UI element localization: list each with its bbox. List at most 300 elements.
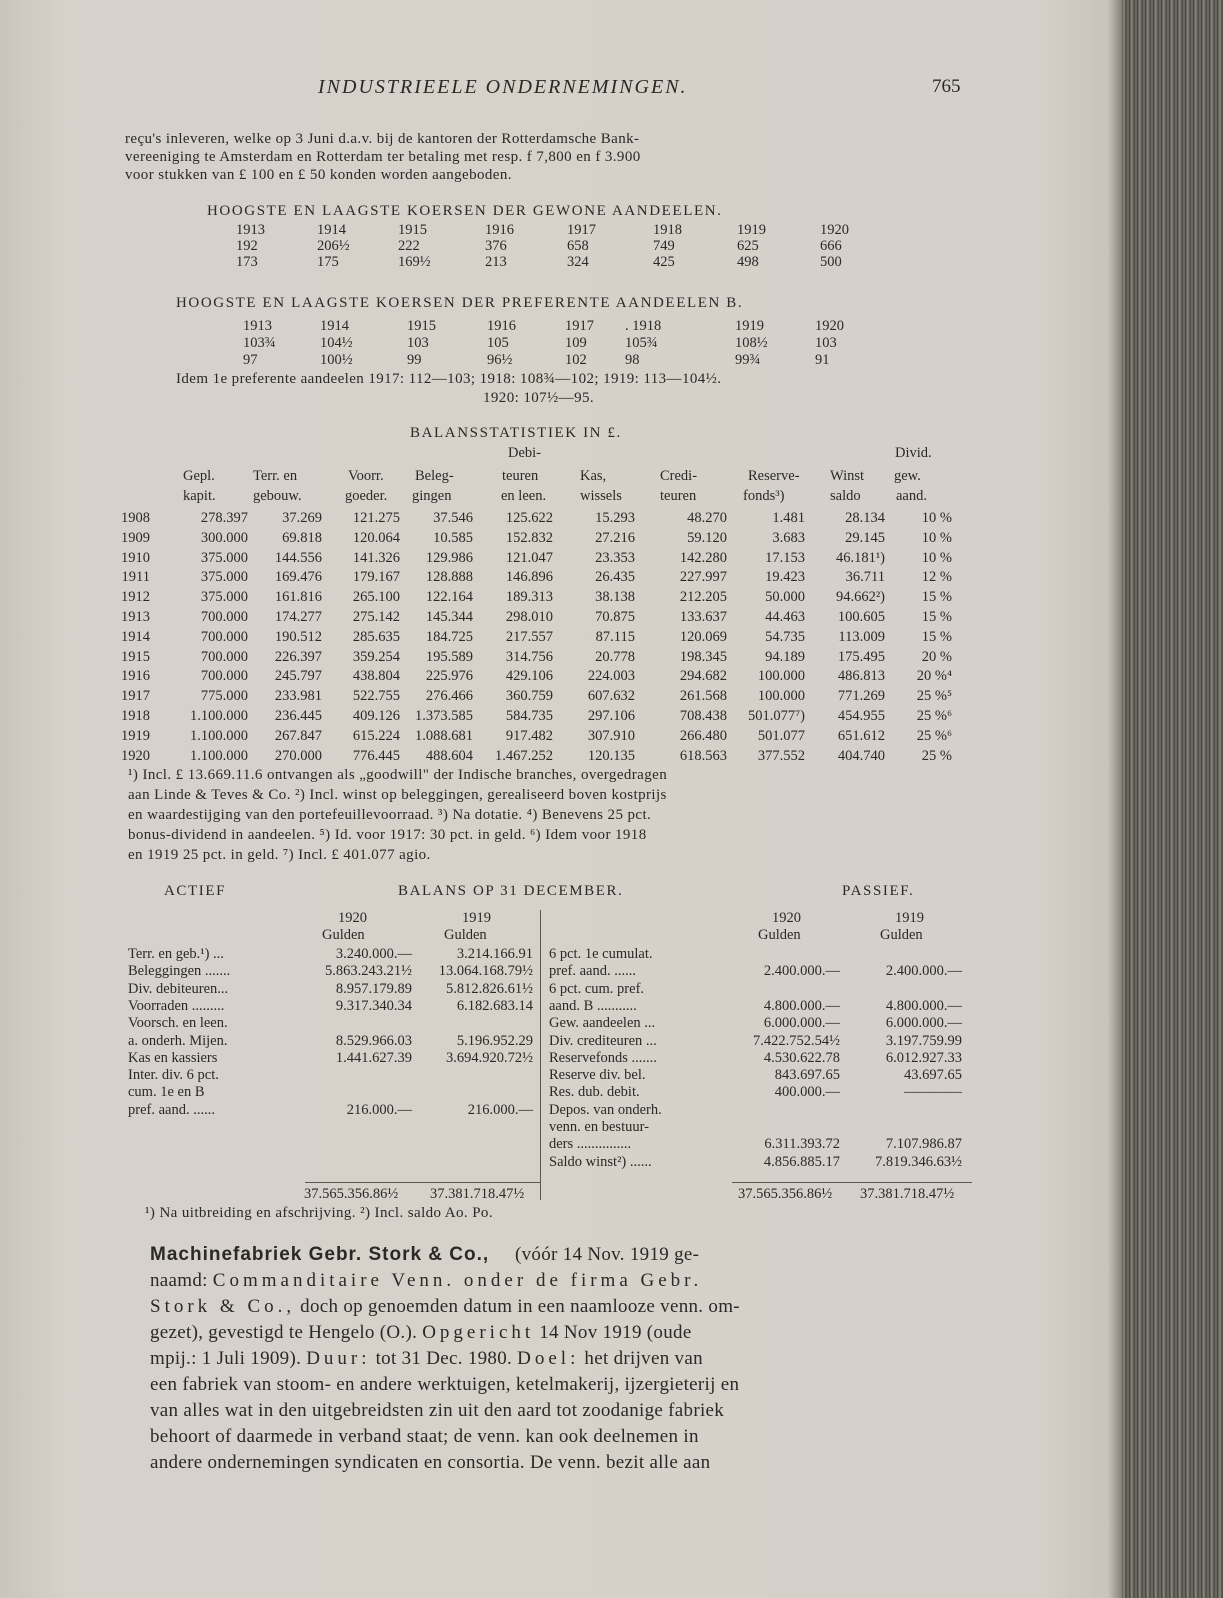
- col-head: aand.: [896, 488, 927, 504]
- table-cell: 700.000: [200, 609, 248, 625]
- total-passief-1920: 37.565.356.86½: [738, 1186, 833, 1202]
- koers-cell: 658: [567, 238, 589, 254]
- actief-item: Voorraden .........: [128, 997, 225, 1014]
- col-head: Voorr.: [348, 468, 384, 484]
- table-cell: 122.164: [425, 589, 473, 606]
- preferente-title: HOOGSTE EN LAAGSTE KOERSEN DER PREFERENTE AANDEELEN B.: [176, 295, 744, 311]
- table-cell: 217.557: [505, 628, 553, 645]
- table-cell: 145.344: [425, 609, 473, 625]
- company-text-segment: tot 31 Dec. 1980.: [370, 1348, 518, 1369]
- table-cell: 70.875: [595, 609, 635, 625]
- table-cell: 144.556: [274, 549, 322, 566]
- table-cell: 87.115: [595, 628, 635, 645]
- balans-divider: [540, 910, 541, 1200]
- col-head: Debi-: [508, 445, 542, 461]
- footnote-line: en waardestijging van den portefeuillevoorraad. ³) Na dotatie. ⁴) Benevens 25 pct.: [128, 807, 652, 823]
- table-cell: 120.135: [587, 747, 635, 764]
- table-cell: 298.010: [505, 609, 553, 625]
- table-cell: 25 %⁶: [916, 727, 952, 744]
- passief-value-1919: 6.000.000.—: [885, 1015, 962, 1032]
- col-head: Divid.: [895, 445, 932, 461]
- table-cell: 15.293: [595, 510, 635, 526]
- table-cell: 1.481: [772, 510, 805, 526]
- table-cell: 409.126: [352, 708, 400, 724]
- col-head: kapit.: [183, 488, 216, 504]
- actief-label: ACTIEF: [164, 883, 227, 899]
- table-cell: 121.275: [352, 510, 400, 526]
- table-cell: 142.280: [679, 549, 727, 566]
- koers-cell: 98: [625, 352, 640, 368]
- actief-item: Div. debiteuren...: [128, 980, 229, 997]
- table-cell: 300.000: [200, 529, 248, 546]
- table-cell: 15 %: [921, 609, 952, 625]
- passief-value-1919: 7.819.346.63½: [875, 1153, 962, 1170]
- passief-item: 6 pct. 1e cumulat.: [549, 946, 653, 962]
- actief-value-1919: 3.214.166.91: [456, 946, 533, 962]
- col-head: Winst: [830, 468, 865, 484]
- koers-cell: 1915: [398, 222, 427, 238]
- actief-item: cum. 1e en B: [128, 1084, 205, 1101]
- year-head: 1919: [895, 910, 924, 926]
- passief-value-1920: 6.000.000.—: [763, 1015, 840, 1032]
- table-cell: 360.759: [505, 688, 553, 705]
- col-head: Beleg-: [415, 468, 454, 484]
- koers-cell: 1917: [565, 318, 594, 334]
- table-cell: 10 %: [921, 529, 952, 546]
- table-cell: 141.326: [352, 549, 400, 566]
- table-cell: 607.632: [587, 688, 635, 705]
- passief-value-1920: 7.422.752.54½: [753, 1032, 840, 1049]
- table-cell: 48.270: [687, 510, 727, 526]
- intro-line: reçu's inleveren, welke op 3 Juni d.a.v. bij de kantoren der Rotterdamsche Bank-: [125, 131, 640, 147]
- actief-value-1919: 5.812.826.61½: [446, 980, 533, 997]
- col-head: Reserve-: [748, 468, 800, 484]
- table-cell: 276.466: [425, 688, 473, 705]
- table-cell: 36.711: [845, 569, 885, 586]
- table-cell: 267.847: [274, 727, 322, 744]
- passief-item: Res. dub. debit.: [549, 1084, 640, 1101]
- col-head: fonds³): [743, 488, 785, 504]
- passief-value-1920: 4.530.622.78: [763, 1049, 840, 1066]
- koers-cell: 1919: [737, 222, 766, 238]
- passief-item: Div. crediteuren ...: [549, 1032, 657, 1049]
- table-cell: 236.445: [274, 708, 322, 724]
- table-cell: 128.888: [425, 569, 473, 586]
- table-cell: 297.106: [587, 708, 635, 724]
- row-year: 1916: [121, 668, 150, 685]
- table-cell: 146.896: [505, 569, 553, 586]
- row-year: 1920: [121, 747, 150, 764]
- company-text-segment: andere ondernemingen syndicaten en consortia. De venn. bezit alle aan: [150, 1452, 711, 1473]
- table-cell: 125.622: [505, 510, 553, 526]
- table-cell: 285.635: [352, 628, 400, 645]
- col-head: saldo: [830, 488, 861, 504]
- table-cell: 54.735: [765, 628, 805, 645]
- passief-value-1919: 3.197.759.99: [885, 1032, 962, 1049]
- actief-item: a. onderh. Mijen.: [128, 1032, 228, 1049]
- company-text-line: [150, 1372, 739, 1398]
- koers-cell: 206½: [317, 238, 350, 254]
- koers-cell: 96½: [487, 352, 513, 368]
- table-cell: 44.463: [765, 609, 805, 625]
- company-text-line: [515, 1242, 699, 1268]
- actief-item: Voorsch. en leen.: [128, 1015, 228, 1032]
- actief-value-1919: 216.000.—: [467, 1101, 533, 1118]
- table-cell: 377.552: [757, 747, 805, 764]
- table-cell: 775.000: [200, 688, 248, 705]
- actief-value-1919: 3.694.920.72½: [446, 1049, 533, 1066]
- koers-cell: 91: [815, 352, 830, 368]
- passief-value-1920: 4.856.885.17: [763, 1153, 840, 1170]
- table-cell: 152.832: [505, 529, 553, 546]
- koers-cell: 105¾: [625, 335, 658, 351]
- table-cell: 26.435: [595, 569, 635, 586]
- company-text-segment: naamd:: [150, 1270, 213, 1291]
- passief-item: Depos. van onderh.: [549, 1101, 662, 1118]
- table-cell: 59.120: [687, 529, 727, 546]
- running-header: INDUSTRIEELE ONDERNEMINGEN.: [318, 76, 688, 98]
- balans-footnote: ¹) Na uitbreiding en afschrijving. ²) Incl. saldo Ao. Po.: [145, 1205, 493, 1221]
- table-cell: 224.003: [587, 668, 635, 685]
- col-head: gingen: [412, 488, 452, 504]
- passief-item: pref. aand. ......: [549, 963, 636, 980]
- table-cell: 20 %: [921, 648, 952, 665]
- koers-cell: 109: [565, 335, 587, 351]
- passief-item: Reserve div. bel.: [549, 1067, 646, 1084]
- footnote-line: en 1919 25 pct. in geld. ⁷) Incl. £ 401.077 agio.: [128, 847, 431, 863]
- table-cell: 501.077⁷): [747, 708, 805, 724]
- passief-item: venn. en bestuur-: [549, 1119, 649, 1135]
- table-cell: 266.480: [679, 727, 727, 744]
- company-text-line: [150, 1294, 740, 1320]
- koers-cell: 498: [737, 254, 759, 270]
- koers-cell: 192: [236, 238, 258, 254]
- koers-cell: 425: [653, 254, 675, 270]
- row-year: 1908: [121, 510, 150, 526]
- table-cell: 454.955: [837, 708, 885, 724]
- table-cell: 25 %: [921, 747, 952, 764]
- table-cell: 375.000: [200, 589, 248, 606]
- table-cell: 1.467.252: [495, 747, 553, 764]
- table-cell: 100.605: [837, 609, 885, 625]
- total-passief-1919: 37.381.718.47½: [860, 1186, 955, 1202]
- balansstat-title: BALANSSTATISTIEK IN £.: [410, 425, 622, 441]
- table-cell: 1.100.000: [190, 708, 248, 724]
- table-cell: 29.145: [845, 529, 885, 546]
- table-cell: 522.755: [352, 688, 400, 705]
- table-cell: 20 %⁴: [916, 668, 952, 685]
- koers-cell: 500: [820, 254, 842, 270]
- table-cell: 28.134: [845, 510, 885, 526]
- col-head: Credi-: [660, 468, 698, 484]
- actief-value-1920: 8.529.966.03: [335, 1032, 412, 1049]
- koers-cell: 1916: [485, 222, 514, 238]
- table-cell: 265.100: [352, 589, 400, 606]
- col-head: gew.: [894, 468, 921, 484]
- actief-item: Inter. div. 6 pct.: [128, 1067, 219, 1084]
- actief-item: Kas en kassiers: [128, 1049, 218, 1066]
- table-cell: 15 %: [921, 628, 952, 645]
- company-text-line: [150, 1346, 703, 1372]
- company-text-line: [150, 1398, 724, 1424]
- table-cell: 404.740: [837, 747, 885, 764]
- company-text-segment: een fabriek van stoom- en andere werktuigen, ketelmakerij, ijzergieterij en: [150, 1374, 740, 1395]
- table-cell: 23.353: [595, 549, 635, 566]
- company-text-segment: Doel:: [517, 1348, 580, 1369]
- table-cell: 1.088.681: [415, 727, 473, 744]
- actief-value-1919: 5.196.952.29: [456, 1032, 533, 1049]
- sum-rule: [732, 1182, 972, 1183]
- table-cell: 50.000: [765, 589, 805, 606]
- table-cell: 584.735: [505, 708, 553, 724]
- table-cell: 20.778: [595, 648, 635, 665]
- company-text-line: [150, 1450, 710, 1476]
- koers-cell: 1918: [653, 222, 682, 238]
- koers-cell: 175: [317, 254, 339, 270]
- table-cell: 25 %⁶: [916, 708, 952, 724]
- footnote-line: aan Linde & Teves & Co. ²) Incl. winst op beleggingen, gerealiseerd boven kostprijs: [128, 787, 667, 803]
- table-cell: 174.277: [274, 609, 322, 625]
- table-cell: 15 %: [921, 589, 952, 606]
- table-cell: 195.589: [425, 648, 473, 665]
- row-year: 1911: [121, 569, 150, 586]
- table-cell: 100.000: [757, 668, 805, 685]
- company-text-segment: het drijven van: [579, 1348, 703, 1369]
- table-cell: 1.100.000: [190, 747, 248, 764]
- koers-cell: 103¾: [243, 335, 276, 351]
- row-year: 1919: [121, 727, 150, 744]
- table-cell: 226.397: [274, 648, 322, 665]
- preferente-note: 1920: 107½—95.: [483, 390, 595, 406]
- table-cell: 94.189: [765, 648, 805, 665]
- row-year: 1918: [121, 708, 150, 724]
- actief-value-1920: 9.317.340.34: [335, 997, 412, 1014]
- table-cell: 198.345: [679, 648, 727, 665]
- table-cell: 776.445: [352, 747, 400, 764]
- company-text-segment: Stork & Co.,: [150, 1296, 296, 1317]
- year-head: 1920: [338, 910, 367, 926]
- company-text-segment: 14 Nov 1919 (oude: [534, 1322, 692, 1343]
- passief-value-1919: 2.400.000.—: [885, 963, 962, 980]
- table-cell: 19.423: [765, 569, 805, 586]
- table-cell: 46.181¹): [835, 549, 885, 566]
- intro-line: vereeniging te Amsterdam en Rotterdam ter betaling met resp. f 7,800 en f 3.900: [125, 149, 641, 165]
- col-head: en leen.: [501, 488, 547, 504]
- table-cell: 27.216: [595, 529, 635, 546]
- table-cell: 1.373.585: [415, 708, 473, 724]
- total-actief-1920: 37.565.356.86½: [304, 1186, 399, 1202]
- currency-head: Gulden: [758, 927, 801, 943]
- row-year: 1912: [121, 589, 150, 606]
- balans-title: BALANS OP 31 DECEMBER.: [398, 883, 624, 899]
- table-cell: 161.816: [274, 589, 322, 606]
- col-head: gebouw.: [253, 488, 302, 504]
- table-cell: 618.563: [679, 747, 727, 764]
- company-text-segment: Opgericht: [422, 1322, 535, 1343]
- company-text-segment: (vóór 14 Nov. 1919 ge-: [515, 1244, 700, 1265]
- table-cell: 121.047: [505, 549, 553, 566]
- koers-cell: 102: [565, 352, 587, 368]
- koers-cell: 1914: [320, 318, 349, 334]
- table-cell: 113.009: [838, 628, 885, 645]
- table-cell: 700.000: [200, 668, 248, 685]
- footnote-line: bonus-dividend in aandeelen. ⁵) Id. voor 1917: 30 pct. in geld. ⁶) Idem voor 1918: [128, 827, 647, 843]
- table-cell: 700.000: [200, 648, 248, 665]
- gewone-title: HOOGSTE EN LAAGSTE KOERSEN DER GEWONE AANDEELEN.: [207, 203, 723, 219]
- passief-item: Saldo winst²) ......: [549, 1153, 652, 1170]
- company-text-segment: doch op genoemden datum in een naamlooze venn. om-: [295, 1296, 740, 1317]
- table-cell: 120.069: [679, 628, 727, 645]
- company-text-segment: Duur:: [306, 1348, 371, 1369]
- table-cell: 37.546: [433, 510, 473, 526]
- table-cell: 486.813: [837, 668, 885, 685]
- currency-head: Gulden: [444, 927, 487, 943]
- intro-line: voor stukken van £ 100 en £ 50 konden worden aangeboden.: [125, 167, 512, 183]
- row-year: 1909: [121, 529, 150, 546]
- table-cell: 69.818: [282, 529, 322, 546]
- table-cell: 294.682: [679, 668, 727, 685]
- passief-value-1919: 4.800.000.—: [885, 997, 962, 1014]
- passief-value-1919: 7.107.986.87: [885, 1136, 962, 1153]
- currency-head: Gulden: [880, 927, 923, 943]
- koers-cell: 1920: [820, 222, 849, 238]
- row-year: 1910: [121, 549, 150, 566]
- koers-cell: 625: [737, 238, 759, 254]
- company-text-segment: behoort of daarmede in verband staat; de venn. kan ook deelnemen in: [150, 1426, 699, 1447]
- company-name: Machinefabriek Gebr. Stork & Co.,: [150, 1244, 490, 1265]
- table-cell: 12 %: [921, 569, 952, 586]
- actief-item: pref. aand. ......: [128, 1101, 215, 1118]
- passief-item: aand. B ...........: [549, 997, 637, 1014]
- table-cell: 129.986: [425, 549, 473, 566]
- passief-value-1920: 843.697.65: [774, 1067, 840, 1084]
- actief-item: Terr. en geb.¹) ...: [128, 946, 224, 962]
- table-cell: 189.313: [505, 589, 553, 606]
- page-number: 765: [932, 76, 961, 97]
- koers-cell: 100½: [320, 352, 353, 368]
- company-text-segment: Commanditaire Venn. onder de firma Gebr.: [212, 1270, 703, 1291]
- company-text-segment: gezet), gevestigd te Hengelo (O.).: [150, 1322, 423, 1343]
- col-head: Kas,: [580, 468, 607, 484]
- table-cell: 1.100.000: [190, 727, 248, 744]
- koers-cell: 103: [815, 335, 837, 351]
- year-head: 1920: [772, 910, 801, 926]
- row-year: 1917: [121, 688, 150, 705]
- table-cell: 169.476: [274, 569, 322, 586]
- table-cell: 771.269: [837, 688, 885, 705]
- table-cell: 278.397: [200, 510, 248, 526]
- koers-cell: 1919: [735, 318, 764, 334]
- table-cell: 184.725: [425, 628, 473, 645]
- book-edge: [1122, 0, 1223, 1598]
- koers-cell: 213: [485, 254, 507, 270]
- koers-cell: 376: [485, 238, 507, 254]
- passief-item: 6 pct. cum. pref.: [549, 980, 645, 997]
- koers-cell: 749: [653, 238, 675, 254]
- koers-cell: 173: [236, 254, 258, 270]
- table-cell: 917.482: [505, 727, 553, 744]
- actief-value-1919: 13.064.168.79½: [438, 963, 533, 980]
- table-cell: 488.604: [425, 747, 473, 764]
- table-cell: 17.153: [765, 549, 805, 566]
- passief-item: Gew. aandeelen ...: [549, 1015, 656, 1032]
- koers-cell: 1916: [487, 318, 516, 334]
- koers-cell: 169½: [398, 254, 431, 270]
- table-cell: 708.438: [679, 708, 727, 724]
- actief-value-1920: 8.957.179.89: [335, 980, 412, 997]
- col-head: Gepl.: [183, 468, 215, 484]
- actief-value-1920: 5.863.243.21½: [325, 963, 412, 980]
- company-text-segment: van alles wat in den uitgebreidsten zin uit den aard tot zoodanige fabriek: [150, 1400, 725, 1421]
- table-cell: 307.910: [587, 727, 635, 744]
- koers-cell: 99: [407, 352, 422, 368]
- table-cell: 212.205: [679, 589, 727, 606]
- table-cell: 375.000: [200, 569, 248, 586]
- actief-value-1919: 6.182.683.14: [456, 997, 533, 1014]
- passief-item: Reservefonds .......: [549, 1049, 657, 1066]
- currency-head: Gulden: [322, 927, 365, 943]
- passief-value-1920: 6.311.393.72: [764, 1136, 840, 1153]
- actief-value-1920: 3.240.000.—: [335, 946, 412, 962]
- koers-cell: 324: [567, 254, 589, 270]
- passief-value-1919: 43.697.65: [904, 1067, 962, 1084]
- koers-cell: 104½: [320, 335, 353, 351]
- year-head: 1919: [462, 910, 491, 926]
- company-text-line: [150, 1320, 692, 1346]
- koers-cell: 108½: [735, 335, 768, 351]
- row-year: 1915: [121, 648, 150, 665]
- table-cell: 10.585: [433, 529, 473, 546]
- table-cell: 37.269: [282, 510, 322, 526]
- passief-value-1920: 400.000.—: [774, 1084, 840, 1101]
- koers-cell: 97: [243, 352, 258, 368]
- table-cell: 227.997: [679, 569, 727, 586]
- col-head: goeder.: [345, 488, 388, 504]
- table-cell: 120.064: [352, 529, 400, 546]
- passief-value-1920: 2.400.000.—: [763, 963, 840, 980]
- table-cell: 651.612: [837, 727, 885, 744]
- table-cell: 175.495: [837, 648, 885, 665]
- koers-cell: 105: [487, 335, 509, 351]
- table-cell: 501.077: [757, 727, 805, 744]
- table-cell: 94.662²): [835, 589, 885, 606]
- koers-cell: 222: [398, 238, 420, 254]
- actief-item: Beleggingen .......: [128, 963, 231, 980]
- koers-cell: 1917: [567, 222, 596, 238]
- table-cell: 270.000: [274, 747, 322, 764]
- table-cell: 3.683: [772, 529, 805, 546]
- table-cell: 700.000: [200, 628, 248, 645]
- actief-value-1920: 216.000.—: [346, 1101, 412, 1118]
- passief-value-1919: ————: [904, 1084, 962, 1101]
- actief-value-1920: 1.441.627.39: [335, 1049, 412, 1066]
- company-text-segment: mpij.: 1 Juli 1909).: [150, 1348, 307, 1369]
- total-actief-1919: 37.381.718.47½: [430, 1186, 525, 1202]
- table-cell: 190.512: [274, 628, 322, 645]
- company-text-line: [150, 1268, 702, 1294]
- table-cell: 38.138: [595, 589, 635, 606]
- table-cell: 25 %⁵: [916, 688, 952, 705]
- table-cell: 314.756: [505, 648, 553, 665]
- passief-item: ders ...............: [549, 1136, 632, 1153]
- table-cell: 179.167: [352, 569, 400, 586]
- table-cell: 233.981: [274, 688, 322, 705]
- table-cell: 245.797: [274, 668, 322, 685]
- sum-rule: [305, 1182, 541, 1183]
- footnote-line: ¹) Incl. £ 13.669.11.6 ontvangen als „goodwill" der Indische branches, overgedragen: [128, 767, 668, 783]
- passief-value-1920: 4.800.000.—: [763, 997, 840, 1014]
- table-cell: 261.568: [679, 688, 727, 705]
